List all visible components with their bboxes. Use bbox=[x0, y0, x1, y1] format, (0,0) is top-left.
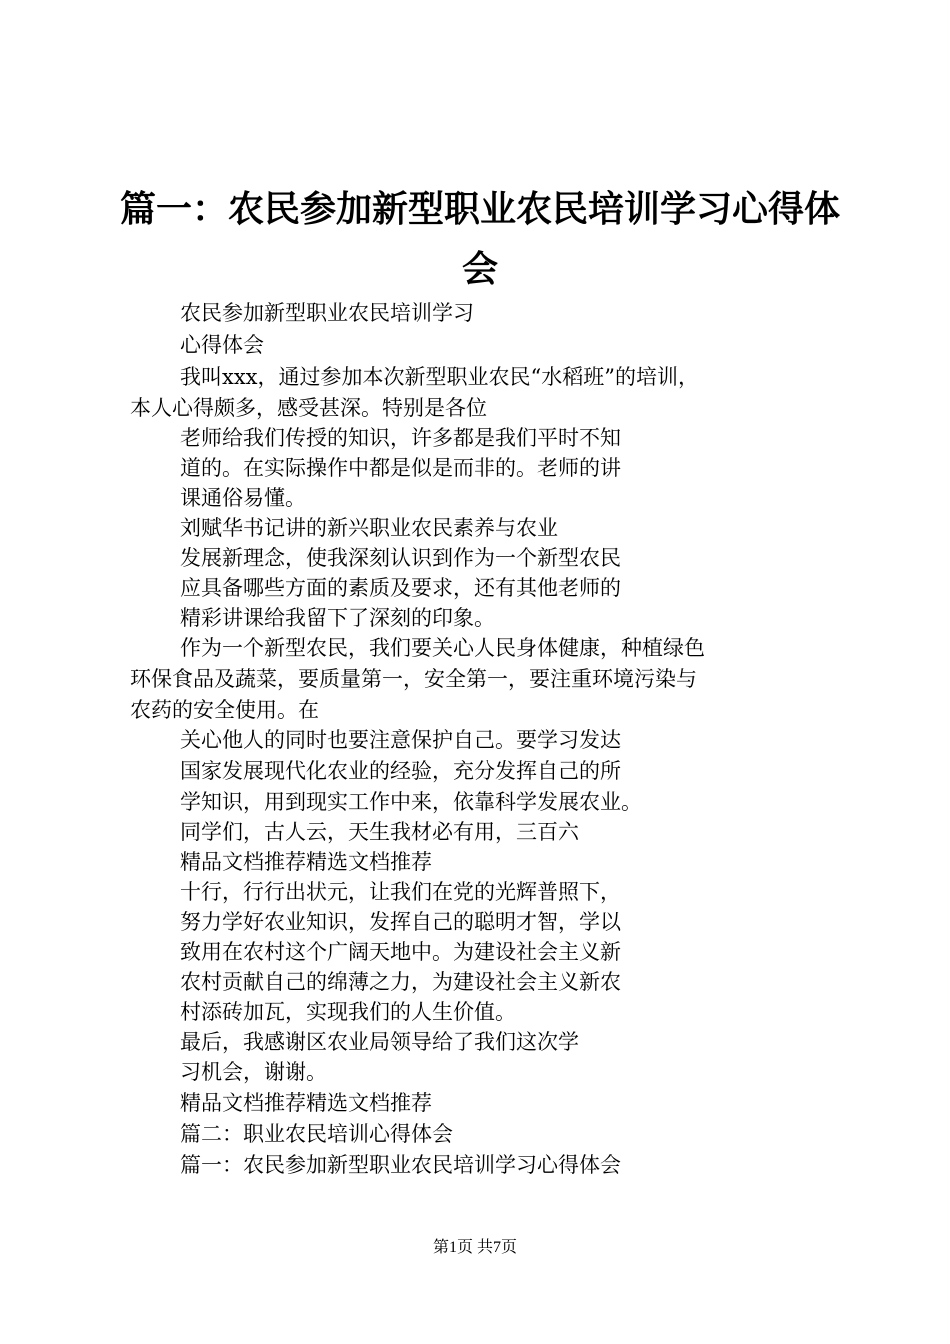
section-heading-line: 篇一：农民参加新型职业农民培训学习心得体会 bbox=[180, 1153, 621, 1177]
body-line: 农药的安全使用。在 bbox=[130, 698, 319, 722]
body-line: 本人心得颇多，感受甚深。特别是各位 bbox=[130, 396, 487, 420]
body-line: 同学们，古人云，天生我材必有用，三百六 bbox=[180, 820, 579, 844]
body-line: 道的。在实际操作中都是似是而非的。老师的讲 bbox=[180, 456, 621, 480]
body-line: 作为一个新型农民，我们要关心人民身体健康，种植绿色 bbox=[180, 636, 705, 660]
section-heading-line: 篇二：职业农民培训心得体会 bbox=[180, 1122, 453, 1146]
body-line: 课通俗易懂。 bbox=[180, 486, 306, 510]
body-line: 发展新理念，使我深刻认识到作为一个新型农民 bbox=[180, 546, 621, 570]
body-line: 村添砖加瓦，实现我们的人生价值。 bbox=[180, 1000, 516, 1024]
body-line: 学知识，用到现实工作中来，依靠科学发展农业。 bbox=[180, 790, 642, 814]
body-line: 农民参加新型职业农民培训学习 bbox=[180, 301, 474, 325]
watermark-line: 精品文档推荐精选文档推荐 bbox=[180, 1091, 432, 1115]
body-line: 精彩讲课给我留下了深刻的印象。 bbox=[180, 606, 495, 630]
body-line: 国家发展现代化农业的经验，充分发挥自己的所 bbox=[180, 759, 621, 783]
body-line: 习机会，谢谢。 bbox=[180, 1060, 327, 1084]
page-footer: 第1页 共7页 bbox=[432, 1239, 517, 1256]
body-line: 环保食品及蔬菜，要质量第一，安全第一，要注重环境污染与 bbox=[130, 667, 697, 691]
body-line: 十行，行行出状元，让我们在党的光辉普照下， bbox=[180, 880, 621, 904]
body-line: 老师给我们传授的知识，许多都是我们平时不知 bbox=[180, 426, 621, 450]
document-title-line-2: 会 bbox=[461, 249, 498, 290]
document-title-line-1: 篇一：农民参加新型职业农民培训学习心得体 bbox=[119, 189, 840, 230]
body-line: 应具备哪些方面的素质及要求，还有其他老师的 bbox=[180, 576, 621, 600]
watermark-line: 精品文档推荐精选文档推荐 bbox=[180, 850, 432, 874]
body-line: 农村贡献自己的绵薄之力，为建设社会主义新农 bbox=[180, 970, 621, 994]
body-line: 致用在农村这个广阔天地中。为建设社会主义新 bbox=[180, 940, 621, 964]
body-line: 最后，我感谢区农业局领导给了我们这次学 bbox=[180, 1030, 579, 1054]
body-line: 心得体会 bbox=[180, 333, 264, 357]
body-line: 刘赋华书记讲的新兴职业农民素养与农业 bbox=[180, 516, 558, 540]
body-line: 关心他人的同时也要注意保护自己。要学习发达 bbox=[180, 728, 621, 752]
body-line: 我叫xxx，通过参加本次新型职业农民“水稻班”的培训， bbox=[180, 365, 699, 389]
body-line: 努力学好农业知识，发挥自己的聪明才智，学以 bbox=[180, 910, 621, 934]
